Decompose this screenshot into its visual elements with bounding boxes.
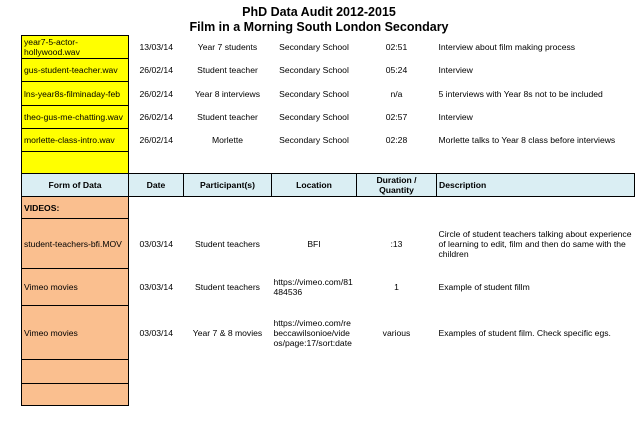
duration-cell: 02:28 (385, 135, 408, 145)
location-cell: Secondary School (279, 88, 349, 99)
section-row-videos (22, 197, 635, 219)
duration-cell: various (382, 327, 411, 338)
date-cell: 26/02/14 (139, 65, 173, 75)
participant-cell: Year 7 students (197, 42, 258, 52)
file-name-cell[interactable]: year7-5-actor-hollywood.wav (22, 36, 129, 59)
location-cell: BFI (307, 238, 321, 249)
description-cell: Examples of student film. Check specific egs. (438, 327, 611, 338)
table-row (22, 36, 635, 59)
header-form-of-data: Form of Data (22, 174, 129, 197)
file-name-cell[interactable] (22, 152, 129, 174)
description-cell: Interview (438, 65, 473, 75)
duration-cell: 05:24 (385, 65, 408, 75)
participant-cell: Student teacher (197, 65, 258, 75)
description-cell: 5 interviews with Year 8s not to be included (438, 88, 603, 99)
header-location: Location (272, 174, 357, 197)
date-cell: 03/03/14 (139, 327, 173, 338)
participant-cell: Year 7 & 8 movies (192, 327, 263, 338)
table-row (22, 269, 635, 306)
location-link[interactable]: https://vimeo.com/81484536 (273, 277, 353, 297)
page-subtitle: Film in a Morning South London Secondary (189, 20, 449, 34)
table-row (22, 306, 635, 360)
file-name-cell[interactable]: gus-student-teacher.wav (22, 59, 129, 82)
date-cell: 26/02/14 (139, 88, 173, 99)
participant-cell: Student teachers (195, 238, 260, 249)
table-row (22, 152, 635, 174)
videos-section-label: VIDEOS: (22, 197, 129, 219)
file-name-cell[interactable]: student-teachers-bfi.MOV (22, 219, 129, 269)
table-row (22, 360, 635, 384)
file-name-cell[interactable] (22, 384, 129, 406)
duration-cell: :13 (390, 238, 403, 249)
duration-cell: 02:57 (385, 112, 408, 122)
date-cell: 03/03/14 (139, 238, 173, 249)
location-cell: Secondary School (279, 65, 349, 75)
description-cell: Example of student fillm (438, 282, 530, 292)
page-title: PhD Data Audit 2012-2015 (242, 5, 396, 19)
column-header-row (22, 174, 635, 197)
participant-cell: Student teacher (197, 112, 258, 122)
description-cell: Morlette talks to Year 8 class before interviews (438, 135, 616, 145)
header-date: Date (129, 174, 184, 197)
table-row (22, 219, 635, 269)
duration-cell: 1 (394, 282, 399, 292)
participant-cell: Morlette (211, 135, 244, 145)
file-name-cell[interactable] (22, 360, 129, 384)
data-audit-table (21, 35, 635, 406)
duration-cell: 02:51 (385, 42, 408, 52)
date-cell: 13/03/14 (139, 42, 173, 52)
file-name-cell[interactable]: theo-gus-me-chatting.wav (22, 106, 129, 129)
header-participants: Participant(s) (184, 174, 272, 197)
file-name-cell[interactable]: Vimeo movies (22, 269, 129, 306)
participant-cell: Year 8 interviews (194, 88, 261, 99)
date-cell: 26/02/14 (139, 112, 173, 122)
table-row (22, 82, 635, 106)
location-link[interactable]: https://vimeo.com/rebeccawilsonioe/videos/page:17/sort:date (273, 317, 352, 348)
location-cell: Secondary School (279, 112, 349, 122)
description-cell: Interview (438, 112, 473, 122)
description-cell: Interview about film making process (438, 42, 576, 52)
duration-cell: n/a (390, 88, 403, 99)
date-cell: 03/03/14 (139, 282, 173, 292)
file-name-cell[interactable]: Vimeo movies (22, 306, 129, 360)
table-row (22, 129, 635, 152)
description-cell: Circle of student teachers talking about experience of learning to edit, film and then do same with the children (438, 228, 632, 259)
header-duration: Duration / Quantity (357, 174, 437, 197)
header-description: Description (437, 174, 635, 197)
file-name-cell[interactable]: morlette-class-intro.wav (22, 129, 129, 152)
file-name-cell[interactable]: lns-year8s-filminaday-feb (22, 82, 129, 106)
location-cell: Secondary School (279, 42, 349, 52)
location-cell: Secondary School (279, 135, 349, 145)
date-cell: 26/02/14 (139, 135, 173, 145)
participant-cell: Student teachers (195, 282, 260, 292)
table-row (22, 59, 635, 82)
table-row (22, 384, 635, 406)
table-row (22, 106, 635, 129)
